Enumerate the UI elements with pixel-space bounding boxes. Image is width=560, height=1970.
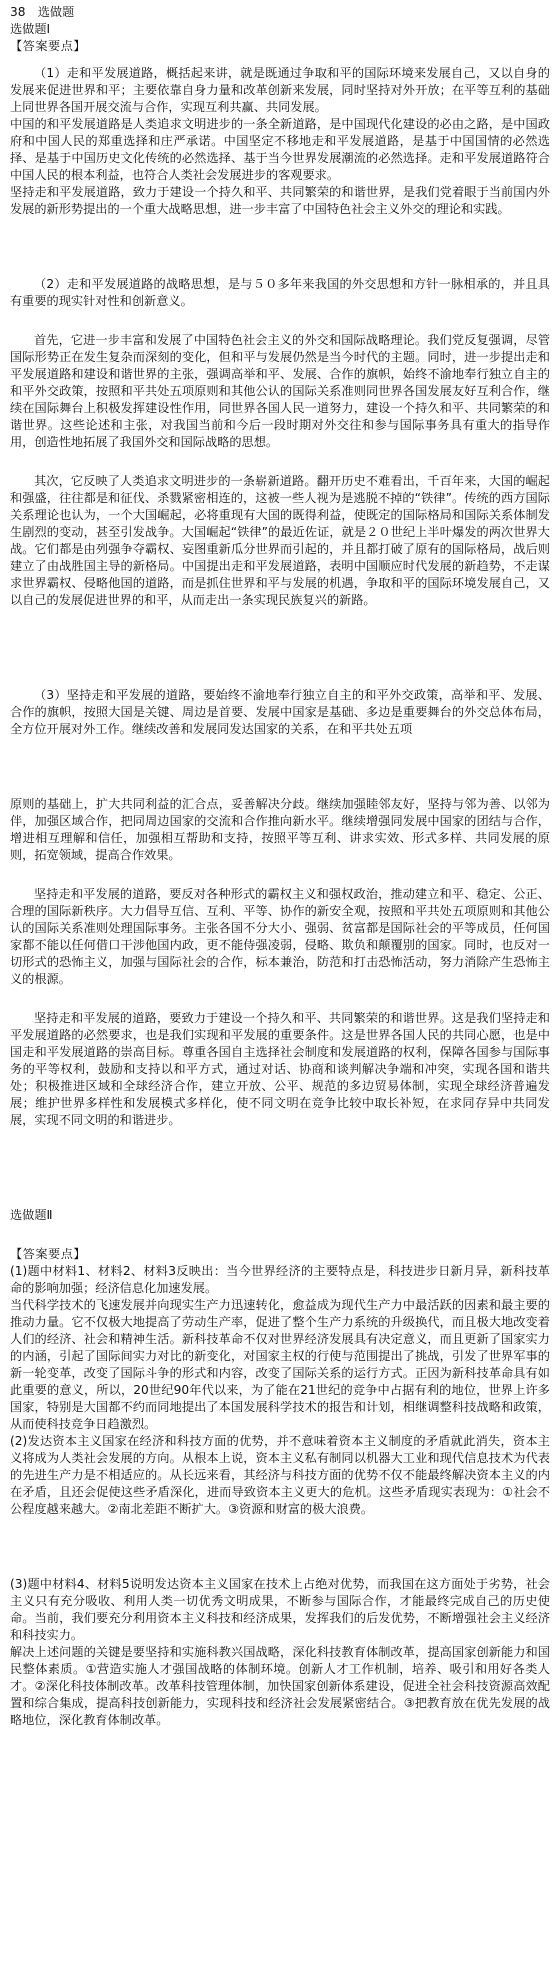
q1-paragraph-7: （3）坚持走和平发展的道路，要始终不渝地奉行独立自主的和平外交政策，高举和平、发展、合作的旗帜，按照大国是关键、周边是首要、发展中国家是基础、多边是重要舞台的外交总体布局，全方位开展对外工作。继续改善和发展同发达国家的关系，在和平共处五项 (10, 688, 550, 736)
q1-paragraph-10: 坚持走和平发展的道路，要致力于建设一个持久和平、共同繁荣的和谐世界。这是我们坚持走和平发展道路的必然要求，也是我们实现和平发展的重要条件。这是世界各国人民的共同心愿，也是中国走和平发展道路的崇高目标。尊重各国自主选择社会制度和发展道路的权利，保障各国参与国际事务的平等权利，鼓励和支持以和平方式，通过对话、协商和谈判解决争端和冲突，实现各国和谐共处；积极推进区域和全球经济合作，建立开放、公平、规范的多边贸易体制，实现全球经济普遍发展；维护世界多样性和发展模式多样化，使不同文明在竞争比较中取长补短，在求同存异中共同发展，实现不同文明的和谐进步。 (10, 1011, 550, 1127)
q2-paragraph-4: (3)题中材料4、材料5说明发达资本主义国家在技术上占绝对优势，而我国在这方面处于劣势，社会主义只有充分吸收、利用人类一切优秀文明成果，不断参与国际合作，才能最终完成自己的历史使命。当前，我们要充分利用资本主义科技和经济成果，发挥我们的后发优势，不断增强社会主义经济和科技实力。 (10, 1577, 550, 1642)
q2-paragraph-1: (1)题中材料1、材料2、材料3反映出：当今世界经济的主要特点是，科技进步日新月异，新科技革命的影响加强；经济信息化加速发展。 (10, 1264, 550, 1295)
q1-paragraph-1: （1）走和平发展道路，概括起来讲，就是既通过争取和平的国际环境来发展自己，又以自身的发展来促进世界和平；主要依靠自身力量和改革创新来发展，同时坚持对外开放；在平等互利的基础上同世界各国开展交流与合作，实现互利共赢、共同发展。 (10, 66, 550, 114)
q1-paragraph-3: 坚持走和平发展道路，致力于建设一个持久和平、共同繁荣的和谐世界，是我们党着眼于当前国内外发展的新形势提出的一个重大战略思想，进一步丰富了中国特色社会主义外交的理论和实践。 (10, 185, 550, 216)
q2-answer-heading: 【答案要点】 (10, 1247, 87, 1261)
q1-paragraph-9: 坚持走和平发展的道路，要反对各种形式的霸权主义和强权政治，推动建立和平、稳定、公正、合理的国际新秩序。大力倡导互信、互利、平等、协作的新安全观，按照和平共处五项原则和其他公认的国际关系准则处理国际事务。主张各国不分大小、强弱、贫富都是国际社会的平等成员，任何国家都不能以任何借口干涉他国内政，更不能侍强凌弱，侵略、欺负和颠覆别的国家。同时，也反对一切形式的恐怖主义，加强与国际社会的合作，标本兼治，防范和打击恐怖活动，努力消除产生恐怖主义的根源。 (10, 887, 550, 986)
q2-title: 选做题Ⅱ (10, 1208, 53, 1222)
q2-paragraph-5: 解决上述问题的关键是要坚持和实施科教兴国战略，深化科技教育体制改革，提高国家创新能力和国民整体素质。①营造实施人才强国战略的体制环境。创新人才工作机制，培养、吸引和用好各类人才。②深化科技体制改革。改革科技管理体制，加快国家创新体系建设，促进全社会科技资源高效配置和综合集成，提高科技创新能力，实现科技和经济社会发展紧密结合。③把教育放在优先发展的战略地位，深化教育体制改革。 (10, 1645, 550, 1727)
q1-answer-heading: 【答案要点】 (10, 39, 87, 53)
q2-paragraph-2: 当代科学技术的飞速发展并向现实生产力迅速转化，愈益成为现代生产力中最活跃的因素和最主要的推动力量。它不仅极大地提高了劳动生产率，促进了整个生产力系统的升级换代，而且极大地改变着人们的经济、社会和精神生活。新科技革命不仅对世界经济发展具有决定意义，而且更新了国家实力的内涵，引起了国际间实力对比的新变化，对国家主权的行使与范围提出了挑战，引发了世界军事的新一轮变革，改变了国际斗争的形式和内容，改变了国际关系的运行方式。正因为新科技革命具有如此重要的意义，所以，20世纪90年代以来，为了能在21世纪的竞争中占据有利的地位，世界上许多国家，特别是大国都不约而同地提出了本国发展科学技术的报告和计划，相继调整科技战略和政策，从而使科技竞争日趋激烈。 (10, 1298, 550, 1431)
q1-paragraph-2: 中国的和平发展道路是人类追求文明进步的一条全新道路，是中国现代化建设的必由之路，是中国政府和中国人民的郑重选择和庄严承诺。中国坚定不移地走和平发展道路，是基于中国国情的必然选择、是基于中国历史文化传统的必然选择、基于当今世界发展潮流的必然选择。走和平发展道路符合中国人民的根本利益，也符合人类社会发展进步的客观要求。 (10, 117, 550, 182)
q2-paragraph-3: (2)发达资本主义国家在经济和科技方面的优势，并不意味着资本主义制度的矛盾就此消失，资本主义将成为人类社会发展的方向。从根本上说，资本主义私有制同以机器大工业和现代信息技术为代表的先进生产力是不相适应的。从长远来看，其经济与科技方面的优势不仅不能最终解决资本主义的内在矛盾，且还会促使这些矛盾深化，进而导致资本主义更大的危机。这些矛盾现实表现为：①社会不公程度越来越大。②南北差距不断扩大。③资源和财富的极大浪费。 (10, 1434, 550, 1516)
q1-paragraph-5: 首先，它进一步丰富和发展了中国特色社会主义的外交和国际战略理论。我们党反复强调，尽管国际形势正在发生复杂而深刻的变化，但和平与发展仍然是当今时代的主题。同时，进一步提出走和平发展道路和建设和谐世界的主张，强调高举和平、发展、合作的旗帜，始终不渝地奉行独立自主的和平外交政策，按照和平共处五项原则和其他公认的国际关系准则同世界各国发展友好互利合作，继续在国际舞台上积极发挥建设性作用，同世界各国人民一道努力，建设一个持久和平、共同繁荣的和谐世界。这些论述和主张，对我国当前和今后一段时期对外交往和参与国际事务具有重大的指导作用，创造性地拓展了我国外交和国际战略的思想。 (10, 333, 550, 449)
q1-title: 选做题Ⅰ (10, 22, 51, 36)
q1-paragraph-4: （2）走和平发展道路的战略思想，是与５０多年来我国的外交思想和方针一脉相承的，并且具有重要的现实针对性和创新意义。 (10, 277, 550, 308)
q1-paragraph-8: 原则的基础上，扩大共同利益的汇合点，妥善解决分歧。继续加强睦邻友好，坚持与邻为善、以邻为伴，加强区域合作，把同周边国家的交流和合作推向新水平。继续增强同发展中国家的团结与合作，增进相互理解和信任，加强相互帮助和支持，按照平等互利、讲求实效、形式多样、共同发展的原则，拓宽领域，提高合作效果。 (10, 797, 550, 862)
question-number-line: 38 选做题 (10, 5, 75, 19)
q1-paragraph-6: 其次，它反映了人类追求文明进步的一条崭新道路。翻开历史不难看出，千百年来，大国的崛起和强盛，往往都是和征伐、杀戮紧密相连的，这被一些人视为是逃脱不掉的“铁律”。传统的西方国际关系理论也认为，一个大国崛起，必将重现有大国的既得利益，使既定的国际格局和国际关系体制发生剧烈的变动，甚至引发战争。大国崛起“铁律”的最近佐证，就是２０世纪上半叶爆发的两次世界大战。它们都是由列强争夺霸权、妄图重新瓜分世界而引起的，并且都打破了原有的国际格局，战后则建立了由战胜国主导的新格局。中国提出走和平发展道路，表明中国顺应时代发展的新趋势，不走谋求世界霸权、侵略他国的道路，而是抓住世界和平与发展的机遇，争取和平的国际环境发展自己，又以自己的发展促进世界的和平，从而走出一条实现民族复兴的新路。 (10, 474, 550, 607)
